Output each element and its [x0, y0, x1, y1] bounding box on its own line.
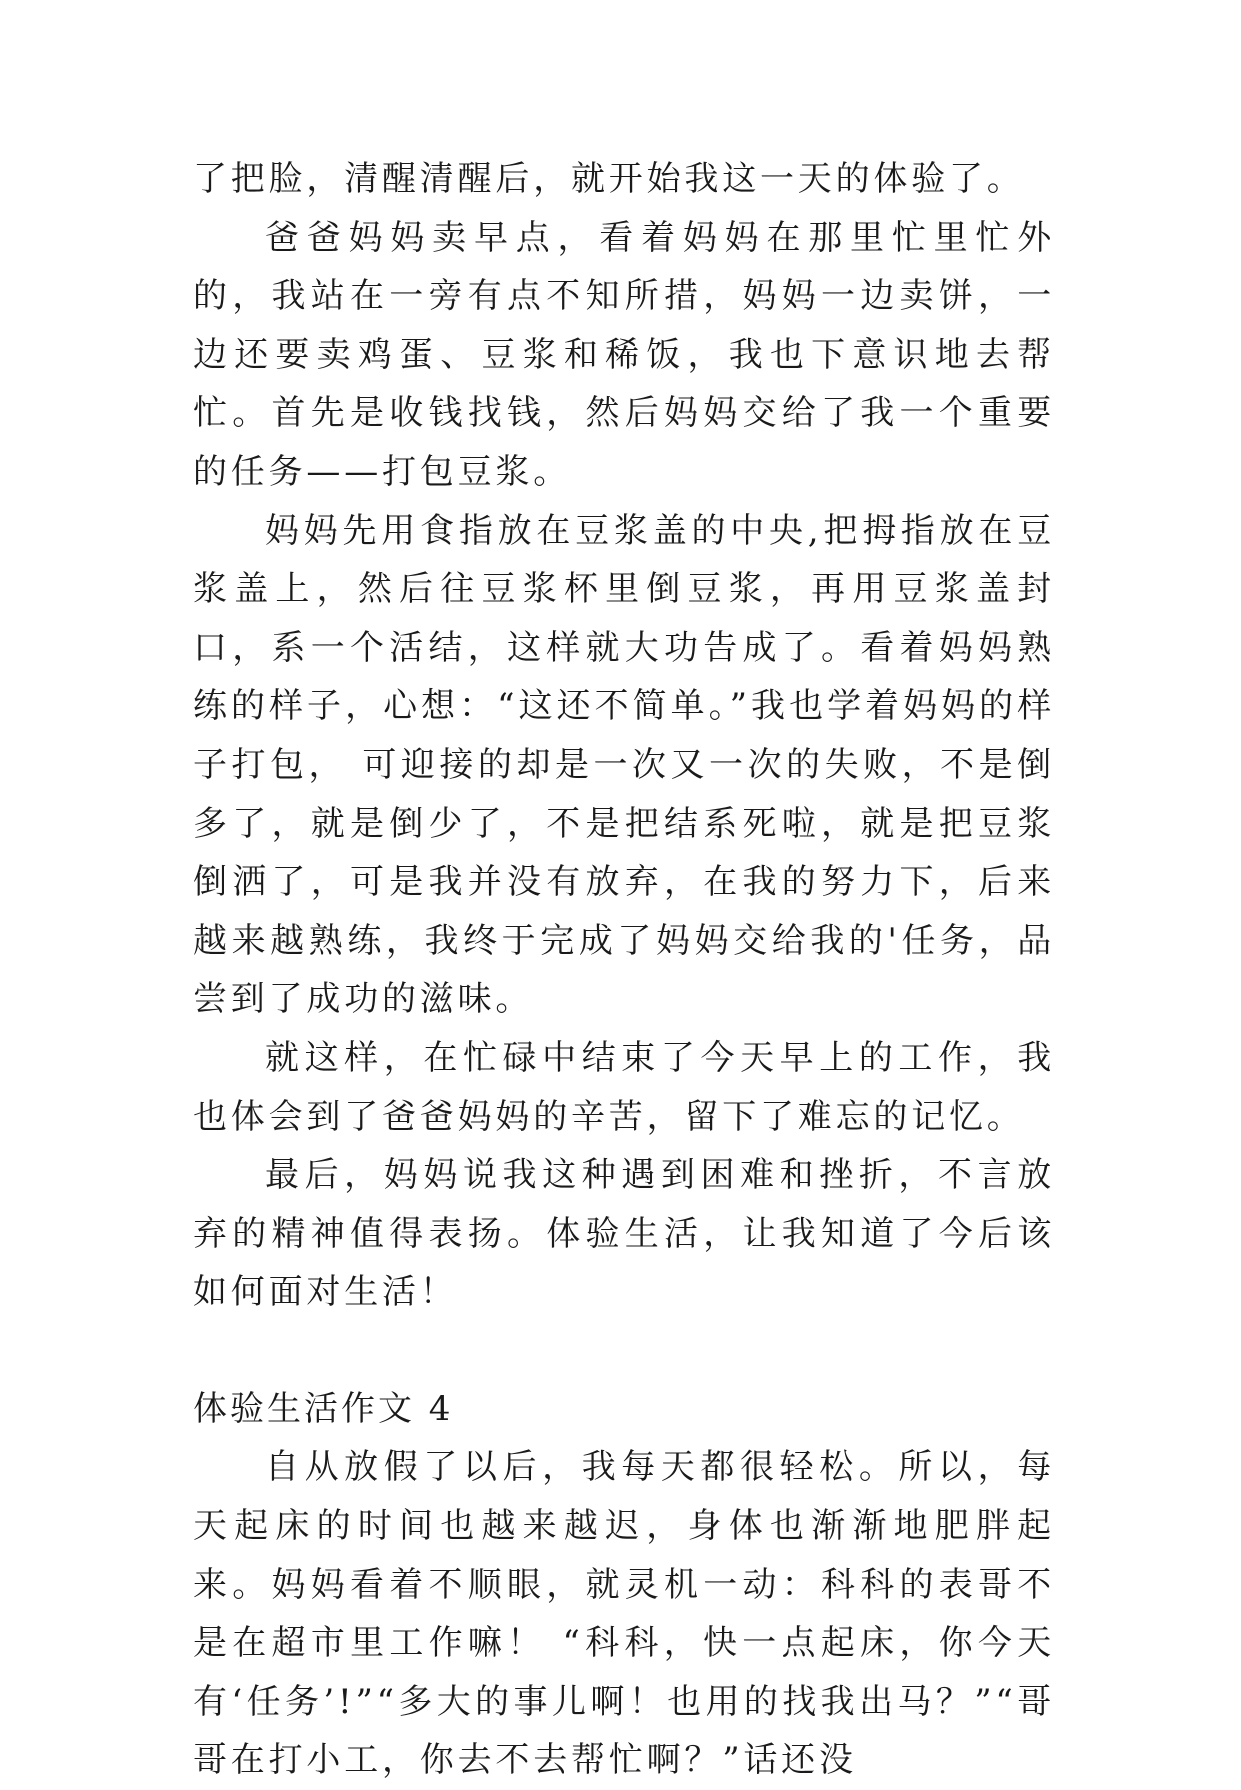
paragraph-packing-soymilk: 妈妈先用食指放在豆浆盖的中央,把拇指放在豆浆盖上，然后往豆浆杯里倒豆浆，再用豆浆盖封口，系一个活结，这样就大功告成了。看着妈妈熟练的样子，心想：“这还不简单。”我也学着妈妈的样子打包， 可迎接的却是一次又一次的失败，不是倒多了，就是倒少了，不是把结系死啦，就是把豆浆倒洒了，可是我并没有放弃，在我的努力下，后来越来越熟练，我终于完成了妈妈交给我的'任务，品尝到了成功的滋味。 [193, 510, 1055, 1020]
paragraph-continuation: 了把脸，清醒清醒后，就开始我这一天的体验了。 [193, 159, 1025, 199]
paragraph-end-of-work: 就这样，在忙碌中结束了今天早上的工作，我也体会到了爸爸妈妈的辛苦，留下了难忘的记忆。 [193, 1037, 1055, 1137]
document-page [193, 150, 1055, 1790]
section-spacer [193, 1322, 1055, 1380]
section-title: 体验生活作文 4 [193, 1388, 454, 1429]
paragraph-conclusion: 最后，妈妈说我这种遇到困难和挫折，不言放弃的精神值得表扬。体验生活，让我知道了今后该如何面对生活！ [193, 1155, 1055, 1313]
paragraph-breakfast-stall: 爸爸妈妈卖早点，看着妈妈在那里忙里忙外的，我站在一旁有点不知所措，妈妈一边卖饼，一边还要卖鸡蛋、豆浆和稀饭，我也下意识地去帮忙。首先是收钱找钱，然后妈妈交给了我一个重要的任务——打包豆浆。 [193, 217, 1055, 492]
paragraph-summer-vacation: 自从放假了以后，我每天都很轻松。所以，每天起床的时间也越来越迟，身体也渐渐地肥胖起来。妈妈看着不顺眼，就灵机一动：科科的表哥不是在超市里工作嘛！ “科科，快一点起床，你今天有‘任务’!”“多大的事儿啊！也用的找我出马？”“哥哥在打小工，你去不去帮忙啊？”话还没 [193, 1447, 1055, 1781]
